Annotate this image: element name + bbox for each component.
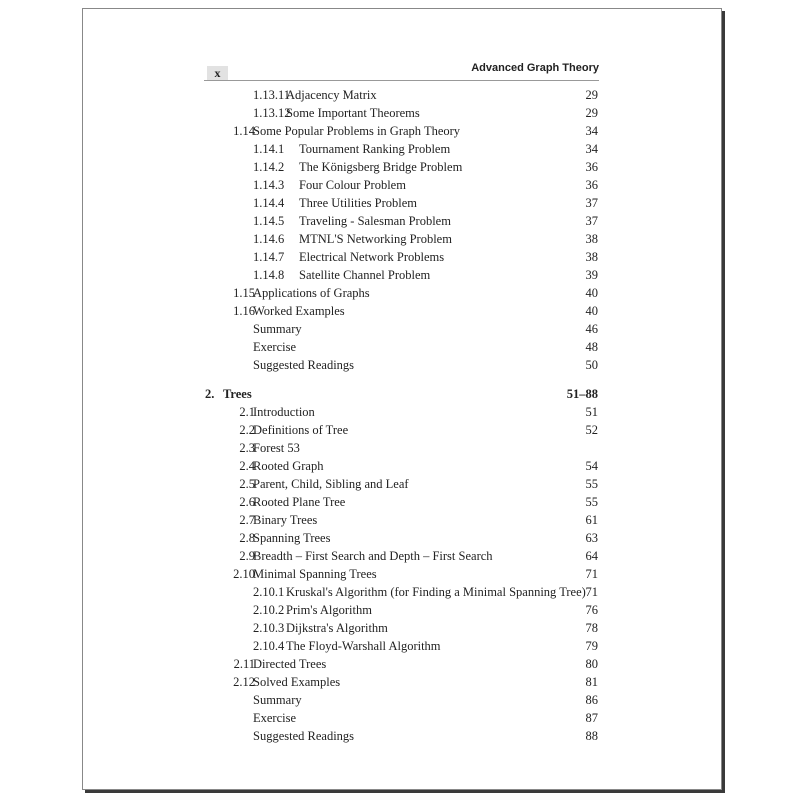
toc-section-number: 2.7 bbox=[239, 513, 255, 527]
toc-row bbox=[205, 619, 598, 637]
toc-section-title: Exercise bbox=[253, 340, 297, 354]
toc-page-number: 50 bbox=[585, 358, 598, 372]
toc-page-number: 38 bbox=[585, 232, 598, 246]
toc-page-number: 40 bbox=[585, 304, 598, 318]
toc-page-number: 34 bbox=[585, 142, 598, 156]
toc-page-number: 39 bbox=[585, 268, 598, 282]
toc-row bbox=[205, 403, 598, 421]
toc-row bbox=[205, 655, 598, 673]
toc-section-title: Rooted Graph bbox=[253, 459, 324, 473]
toc-section-number: 2.3 bbox=[239, 441, 255, 455]
toc-section-title: Tournament Ranking Problem bbox=[299, 142, 451, 156]
toc-row bbox=[205, 212, 598, 230]
toc-row bbox=[205, 709, 598, 727]
toc-row bbox=[205, 122, 598, 140]
toc-row bbox=[205, 86, 598, 104]
toc-row bbox=[205, 565, 598, 583]
toc-section-title: Adjacency Matrix bbox=[286, 88, 377, 102]
toc-row bbox=[205, 439, 598, 457]
toc-section-number: 1.15 bbox=[233, 286, 255, 300]
toc-section-title: Forest 53 bbox=[253, 441, 300, 455]
toc-section-title: Trees bbox=[223, 387, 252, 401]
toc-section-number: 1.14 bbox=[233, 124, 255, 138]
toc-row bbox=[205, 338, 598, 356]
toc-row bbox=[205, 583, 598, 601]
toc-page-number: 78 bbox=[585, 621, 598, 635]
toc-section-number: 2.4 bbox=[239, 459, 255, 473]
toc-page-number: 76 bbox=[585, 603, 598, 617]
toc-page-number: 29 bbox=[585, 106, 598, 120]
toc-section-number: 2.8 bbox=[239, 531, 255, 545]
toc-section-title: Applications of Graphs bbox=[253, 286, 370, 300]
toc-section-title: Traveling - Salesman Problem bbox=[299, 214, 451, 228]
toc-row bbox=[205, 248, 598, 266]
toc-section-number: 2.10.2 bbox=[253, 603, 285, 617]
toc-page-number: 52 bbox=[585, 423, 598, 437]
toc-row bbox=[205, 302, 598, 320]
toc-section-title: Directed Trees bbox=[253, 657, 327, 671]
toc-page-number: 71 bbox=[585, 567, 598, 581]
toc-row bbox=[205, 457, 598, 475]
toc-section-number: 2.1 bbox=[239, 405, 255, 419]
toc-row bbox=[205, 673, 598, 691]
toc-row bbox=[205, 356, 598, 374]
toc-section-title: Prim's Algorithm bbox=[286, 603, 372, 617]
toc-row bbox=[205, 104, 598, 122]
toc-section-title: Exercise bbox=[253, 711, 297, 725]
toc-page-number: 37 bbox=[585, 214, 598, 228]
toc-section-number: 1.13.12 bbox=[253, 106, 291, 120]
toc-page-number: 36 bbox=[585, 160, 598, 174]
toc-section-title: Electrical Network Problems bbox=[299, 250, 445, 264]
toc-section-title: Solved Examples bbox=[253, 675, 341, 689]
toc-section-title: Some Important Theorems bbox=[286, 106, 420, 120]
toc-section-title: Summary bbox=[253, 693, 302, 707]
toc-row bbox=[205, 637, 598, 655]
toc-page-number: 88 bbox=[585, 729, 598, 743]
toc-row bbox=[205, 547, 598, 565]
toc-row bbox=[205, 727, 598, 745]
toc-page-number: 29 bbox=[585, 88, 598, 102]
toc-section-number: 2.2 bbox=[239, 423, 255, 437]
toc-section-number: 1.14.5 bbox=[253, 214, 285, 228]
toc-section-title: Introduction bbox=[253, 405, 315, 419]
toc-row bbox=[205, 493, 598, 511]
toc-section-title: Dijkstra's Algorithm bbox=[286, 621, 388, 635]
toc-section-number: 1.14.7 bbox=[253, 250, 285, 264]
toc-section-title: Kruskal's Algorithm (for Finding a Minimal Spanning Tree) bbox=[286, 585, 586, 599]
toc-page-number: 38 bbox=[585, 250, 598, 264]
toc-chapter-row bbox=[205, 385, 598, 403]
toc-row bbox=[205, 529, 598, 547]
toc-page-number: 63 bbox=[585, 531, 598, 545]
toc-page-number: 34 bbox=[585, 124, 598, 138]
toc-row bbox=[205, 691, 598, 709]
toc-row bbox=[205, 266, 598, 284]
toc-row bbox=[205, 421, 598, 439]
toc-section-title: Three Utilities Problem bbox=[299, 196, 418, 210]
toc-section-number: 2.10 bbox=[233, 567, 255, 581]
toc-page-number: 48 bbox=[585, 340, 598, 354]
toc-section-number: 1.16 bbox=[233, 304, 255, 318]
toc-section-number: 2.10.4 bbox=[253, 639, 285, 653]
toc-row bbox=[205, 320, 598, 338]
toc-section-title: Suggested Readings bbox=[253, 729, 355, 743]
toc-section-title: The Floyd-Warshall Algorithm bbox=[286, 639, 441, 653]
toc-section-title: Four Colour Problem bbox=[299, 178, 406, 192]
toc-section-title: The Königsberg Bridge Problem bbox=[299, 160, 463, 174]
toc-section-title: Minimal Spanning Trees bbox=[253, 567, 377, 581]
toc-section-number: 1.14.4 bbox=[253, 196, 285, 210]
toc-section-title: Definitions of Tree bbox=[253, 423, 349, 437]
toc-section-title: Binary Trees bbox=[253, 513, 318, 527]
toc-section-title: Satellite Channel Problem bbox=[299, 268, 431, 282]
toc-section-title: MTNL'S Networking Problem bbox=[299, 232, 452, 246]
toc-page-number: 55 bbox=[585, 495, 598, 509]
toc-page-number: 64 bbox=[585, 549, 598, 563]
toc-section-number: 2.10.3 bbox=[253, 621, 285, 635]
toc-page-number: 86 bbox=[585, 693, 598, 707]
toc-section-title: Spanning Trees bbox=[253, 531, 331, 545]
toc-row bbox=[205, 601, 598, 619]
toc-page-number: 40 bbox=[585, 286, 598, 300]
toc-page-number: 51 bbox=[585, 405, 598, 419]
toc-page-number: 87 bbox=[585, 711, 598, 725]
toc-page-number: 55 bbox=[585, 477, 598, 491]
toc-section-number: 1.14.6 bbox=[253, 232, 285, 246]
toc-section-number: 1.14.1 bbox=[253, 142, 285, 156]
toc-page-number: 61 bbox=[585, 513, 598, 527]
toc-row bbox=[205, 511, 598, 529]
toc-row bbox=[205, 158, 598, 176]
toc-section-title: Some Popular Problems in Graph Theory bbox=[253, 124, 461, 138]
toc-section-number: 2.10.1 bbox=[253, 585, 285, 599]
toc-page-number: 37 bbox=[585, 196, 598, 210]
toc-row bbox=[205, 176, 598, 194]
toc-section-number: 2.12 bbox=[233, 675, 255, 689]
toc-page-number: 54 bbox=[585, 459, 598, 473]
toc-section-title: Rooted Plane Tree bbox=[253, 495, 346, 509]
toc-section-title: Worked Examples bbox=[253, 304, 345, 318]
toc-page-number: 71 bbox=[585, 585, 598, 599]
toc-page-number: 79 bbox=[585, 639, 598, 653]
toc-row bbox=[205, 284, 598, 302]
toc-section-title: Suggested Readings bbox=[253, 358, 355, 372]
toc-section-number: 2.9 bbox=[239, 549, 255, 563]
toc-section-title: Breadth – First Search and Depth – First Search bbox=[253, 549, 493, 563]
toc-row bbox=[205, 194, 598, 212]
toc-section-number: 2.11 bbox=[233, 657, 255, 671]
toc-page-number: 46 bbox=[585, 322, 598, 336]
toc-row bbox=[205, 230, 598, 248]
toc-section-number: 1.14.8 bbox=[253, 268, 285, 282]
toc-section-number: 1.14.3 bbox=[253, 178, 285, 192]
toc-section-number: 1.14.2 bbox=[253, 160, 285, 174]
toc-section-number: 2. bbox=[205, 387, 215, 401]
toc-section-title: Summary bbox=[253, 322, 302, 336]
toc-page-number: 36 bbox=[585, 178, 598, 192]
running-header-title: Advanced Graph Theory bbox=[471, 62, 599, 74]
page-number: x bbox=[207, 66, 228, 80]
toc-section-number: 2.5 bbox=[239, 477, 255, 491]
toc-page-number: 80 bbox=[585, 657, 598, 671]
toc-page-number: 51–88 bbox=[566, 387, 598, 401]
toc-section-number: 1.13.11 bbox=[253, 88, 291, 102]
toc-page-number: 81 bbox=[585, 675, 598, 689]
toc-row bbox=[205, 140, 598, 158]
toc-section-number: 2.6 bbox=[239, 495, 255, 509]
toc-row bbox=[205, 475, 598, 493]
toc-section-title: Parent, Child, Sibling and Leaf bbox=[253, 477, 409, 491]
